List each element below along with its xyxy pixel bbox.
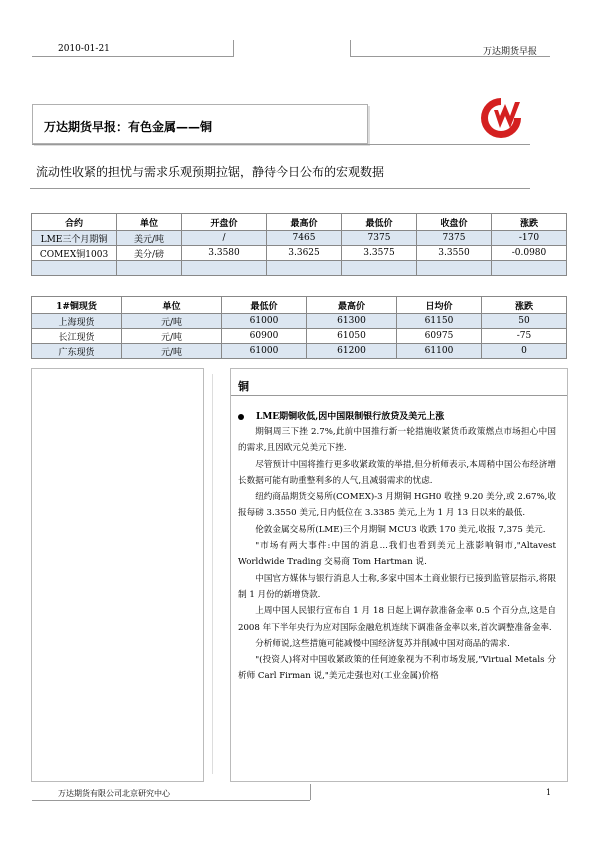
footer-org: 万达期货有限公司北京研究中心 bbox=[58, 789, 170, 798]
table-cell: 0 bbox=[482, 344, 567, 359]
footer-rule bbox=[32, 800, 310, 801]
subtitle-rule bbox=[30, 188, 530, 189]
bullet-icon bbox=[238, 414, 244, 420]
table-cell: -75 bbox=[482, 329, 567, 344]
header-rule-right-tick bbox=[350, 40, 351, 56]
column-header: 日均价 bbox=[397, 297, 482, 314]
table-cell: 元/吨 bbox=[122, 314, 222, 329]
page-title: 万达期货早报：有色金属——铜 bbox=[44, 120, 213, 134]
column-header: 1#铜现货 bbox=[32, 297, 122, 314]
table-cell: / bbox=[182, 231, 267, 246]
table-cell: 61100 bbox=[397, 344, 482, 359]
column-header: 开盘价 bbox=[182, 214, 267, 231]
paragraph: 期铜周三下挫 2.7%,此前中国推行新一轮措施收紧货币政策燃点市场担心中国的需求,且因欧元兑美元下挫. bbox=[238, 427, 556, 454]
table-row bbox=[32, 261, 567, 276]
table-cell: 3.3550 bbox=[417, 246, 492, 261]
table-cell bbox=[342, 261, 417, 276]
table-cell: 3.3575 bbox=[342, 246, 417, 261]
report-date: 2010-01-21 bbox=[58, 44, 110, 54]
column-header: 单位 bbox=[122, 297, 222, 314]
spot-table bbox=[31, 296, 567, 359]
table-cell bbox=[32, 261, 117, 276]
table-cell: 61000 bbox=[222, 314, 307, 329]
table-cell bbox=[417, 261, 492, 276]
table-cell: -170 bbox=[492, 231, 567, 246]
column-header: 涨跌 bbox=[492, 214, 567, 231]
table-cell bbox=[492, 261, 567, 276]
column-header: 涨跌 bbox=[482, 297, 567, 314]
article-body bbox=[238, 424, 556, 685]
subtitle: 流动性收紧的担忧与需求乐观预期拉锯，静待今日公布的宏观数据 bbox=[36, 165, 385, 179]
section-rule bbox=[231, 395, 567, 396]
table-row bbox=[32, 314, 567, 329]
column-header: 合约 bbox=[32, 214, 117, 231]
header-rule-left bbox=[32, 56, 234, 57]
table-row bbox=[32, 344, 567, 359]
table-cell: 3.3580 bbox=[182, 246, 267, 261]
paragraph: 伦敦金属交易所(LME)三个月期铜 MCU3 收跌 170 美元,收报 7,375 美元. bbox=[255, 524, 546, 535]
table-cell: 61000 bbox=[222, 344, 307, 359]
table-cell: 61300 bbox=[307, 314, 397, 329]
table-row bbox=[32, 329, 567, 344]
paragraph: "市场有两大事件:中国的消息...我们也看到美元上涨影响铜市,"Altavest Worldwide Trading 交易商 Tom Hartman 说. bbox=[238, 541, 556, 568]
table-cell: 61050 bbox=[307, 329, 397, 344]
table-row bbox=[32, 231, 567, 246]
header-rule-left-tick bbox=[233, 40, 234, 56]
article-headline bbox=[238, 409, 444, 422]
table-cell: 元/吨 bbox=[122, 329, 222, 344]
table-cell: LME三个月期铜 bbox=[32, 231, 117, 246]
column-header: 最高价 bbox=[267, 214, 342, 231]
header-brand: 万达期货早报 bbox=[483, 47, 538, 57]
sidebar-box bbox=[31, 368, 204, 782]
table-cell bbox=[117, 261, 182, 276]
table-cell: 广东现货 bbox=[32, 344, 122, 359]
table-cell: 7375 bbox=[342, 231, 417, 246]
column-header: 最低价 bbox=[222, 297, 307, 314]
table-row bbox=[32, 246, 567, 261]
table-cell: 美元/吨 bbox=[117, 231, 182, 246]
paragraph: 上周中国人民银行宣布自 1 月 18 日起上调存款准备金率 0.5 个百分点,这是自 2008 年下半年央行为应对国际金融危机连续下调准备金率以来,首次调整准备金率. bbox=[238, 606, 556, 633]
column-header: 最高价 bbox=[307, 297, 397, 314]
table-cell bbox=[182, 261, 267, 276]
table-cell: 60900 bbox=[222, 329, 307, 344]
article-box bbox=[230, 368, 568, 782]
footer-rule-tick bbox=[310, 784, 311, 800]
company-logo-icon bbox=[470, 92, 532, 144]
table-cell bbox=[267, 261, 342, 276]
table-cell: -0.0980 bbox=[492, 246, 567, 261]
section-title: 铜 bbox=[238, 380, 249, 393]
table-cell: 7375 bbox=[417, 231, 492, 246]
table-cell: 元/吨 bbox=[122, 344, 222, 359]
title-rule bbox=[32, 144, 530, 145]
table-cell: 3.3625 bbox=[267, 246, 342, 261]
table-cell: 上海现货 bbox=[32, 314, 122, 329]
table-cell: 60975 bbox=[397, 329, 482, 344]
column-header: 最低价 bbox=[342, 214, 417, 231]
table-header-row bbox=[32, 297, 567, 314]
page-number: 1 bbox=[546, 788, 552, 797]
paragraph: 尽管预计中国将推行更多收紧政策的举措,但分析师表示,本周稍中国公布经济增长数据可能有助重整利多的人气,且减弱需求的忧虑. bbox=[238, 459, 556, 486]
table-header-row bbox=[32, 214, 567, 231]
table-cell: 7465 bbox=[267, 231, 342, 246]
paragraph: "(投资人)将对中国收紧政策的任何迹象视为不利市场发展,"Virtual Metals 分析师 Carl Firman 说,"美元走强也对(工业金属)价格 bbox=[238, 655, 556, 682]
header-rule-right bbox=[350, 56, 550, 57]
table-cell: 美分/磅 bbox=[117, 246, 182, 261]
paragraph: 纽约商品期货交易所(COMEX)-3 月期铜 HGH0 收挫 9.20 美分,或 2.67%,收报每磅 3.3550 美元,日内低位在 3.3385 美元,上为 1 月 13 日以来的最低. bbox=[238, 492, 556, 519]
futures-table bbox=[31, 213, 567, 276]
column-header: 收盘价 bbox=[417, 214, 492, 231]
column-separator bbox=[212, 374, 213, 774]
table-cell: 61150 bbox=[397, 314, 482, 329]
table-cell: 61200 bbox=[307, 344, 397, 359]
table-cell: COMEX铜1003 bbox=[32, 246, 117, 261]
column-header: 单位 bbox=[117, 214, 182, 231]
paragraph: 分析师说,这些措施可能减慢中国经济复苏并削减中国对商品的需求. bbox=[255, 638, 510, 649]
headline-text: LME期铜收低,因中国限制银行放贷及美元上涨 bbox=[256, 412, 445, 422]
table-cell: 50 bbox=[482, 314, 567, 329]
table-cell: 长江现货 bbox=[32, 329, 122, 344]
paragraph: 中国官方媒体与银行消息人士称,多家中国本土商业银行已接到监管层指示,将限制 1 月份的新增贷款. bbox=[238, 573, 556, 600]
